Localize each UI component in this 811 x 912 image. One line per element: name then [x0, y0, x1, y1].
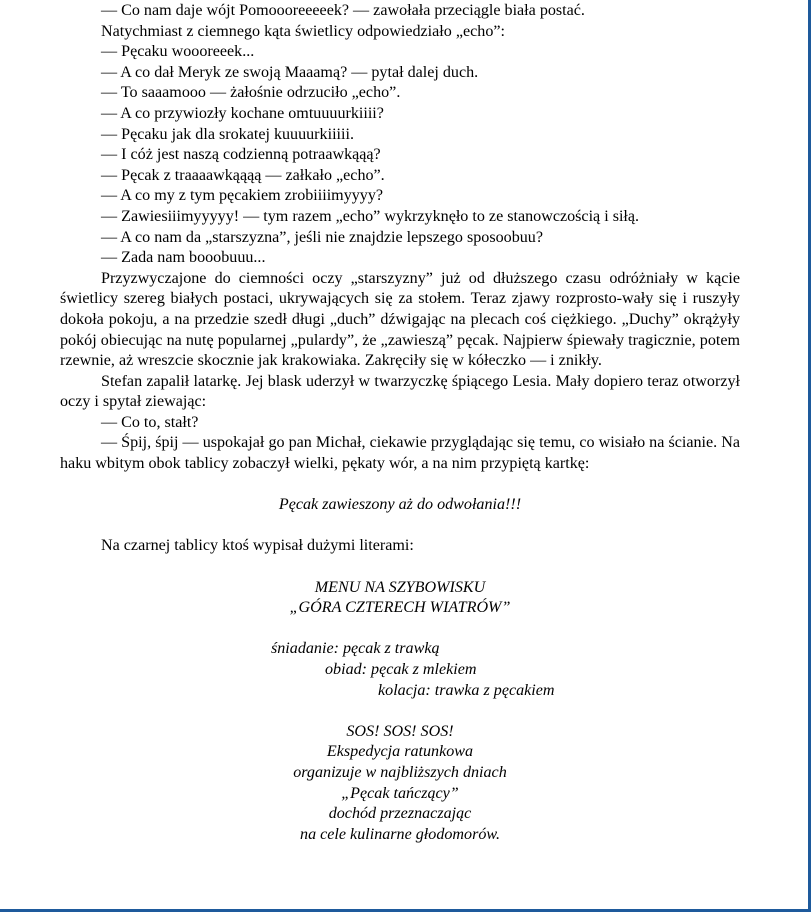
dialogue-line: — Pęcaku jak dla srokatej kuuuurkiiiii.: [101, 125, 354, 143]
dialogue-line: Natychmiast z ciemnego kąta świetlicy odpowiedziało „echo”:: [101, 22, 505, 40]
dialogue-line: — Co to, stałt?: [101, 413, 199, 431]
dialogue-line: — A co dał Meryk ze swoją Maaamą? — pytał dalej duch.: [101, 63, 479, 81]
sos-line: organizuje w najbliższych dniach: [293, 763, 507, 781]
menu-dinner: kolacja: trawka z pęcakiem: [378, 681, 555, 699]
sos-line: na cele kulinarne głodomorów.: [300, 825, 500, 843]
dialogue-line: — Zawiesiiimyyyyy! — tym razem „echo” wykrzyknęło to ze stanowczością i siłą.: [101, 207, 640, 225]
dialogue-line: — Co nam daje wójt Pomoooreeeeek? — zawołała przeciągle biała postać.: [101, 2, 585, 19]
dialogue-line: — Pęcak z traaaawkąąąą — załkało „echo”.: [101, 166, 385, 184]
paragraph-sack: — Śpij, śpij — uspokajał go pan Michał, ciekawie przyglądając się temu, co wisiało na ścianie. Na haku wbitym obok tablicy zobaczył wielki, pękaty wór, a na nim przypiętą kartkę:: [60, 434, 740, 473]
sos-line: Ekspedycja ratunkowa: [326, 743, 474, 761]
paragraph-blackboard: Na czarnej tablicy ktoś wypisał dużymi literami:: [101, 537, 414, 555]
menu-lunch: obiad: pęcak z mlekiem: [325, 661, 477, 678]
menu-title: MENU NA SZYBOWISKU: [314, 578, 486, 596]
sos-line: „Pęcak tańczący”: [341, 784, 459, 802]
paragraph-spirits: Przyzwyczajone do ciemności oczy „starszyzny” już od dłuższego czasu odróżniały w kącie świetlicy szereg białych postaci, ukrywających się za stołem. Teraz zjawy rozprosto-wały się i ruszyły dokoła pokoju, a na przedzie szedł długi „duch” dźwigając na plecach coś ciężkiego. „Duchy” okrążyły pokój obiecując na nutę popularnej „pulardy”, że „zawieszą” pęcak. Najpierw śpiewały tragicznie, potem rzewnie, aż wreszcie skocznie jak krakowiaka. Zakręciły się w kółeczko — i znikły.: [60, 269, 740, 370]
dialogue-line: — Pęcaku woooreeek...: [101, 43, 255, 61]
sos-line: SOS! SOS! SOS!: [346, 722, 454, 740]
dialogue-line: — To saaamooo — żałośnie odrzuciło „echo”.: [101, 84, 401, 102]
dialogue-line: — Zada nam booobuuu...: [101, 249, 266, 267]
menu-subtitle: „GÓRA CZTERECH WIATRÓW”: [289, 599, 511, 617]
sack-note: Pęcak zawieszony aż do odwołania!!!: [278, 496, 522, 514]
dialogue-line: — I cóż jest naszą codzienną potraawkąąą?: [101, 146, 381, 164]
document-page: [60, 1, 740, 845]
menu-breakfast: śniadanie: pęcak z trawką: [271, 640, 440, 658]
dialogue-line: — A co przywiozły kochane omtuuuurkiiii?: [101, 104, 384, 122]
sos-line: dochód przeznaczając: [328, 805, 472, 823]
paragraph-flashlight: Stefan zapalił latarkę. Jej blask uderzył w twarzyczkę śpiącego Lesia. Mały dopiero teraz otworzył oczy i spytał ziewając:: [60, 372, 740, 411]
dialogue-line: — A co nam da „starszyzna”, jeśli nie znajdzie lepszego sposoobuu?: [101, 228, 543, 246]
dialogue-line: — A co my z tym pęcakiem zrobiiiimyyyy?: [101, 187, 384, 205]
